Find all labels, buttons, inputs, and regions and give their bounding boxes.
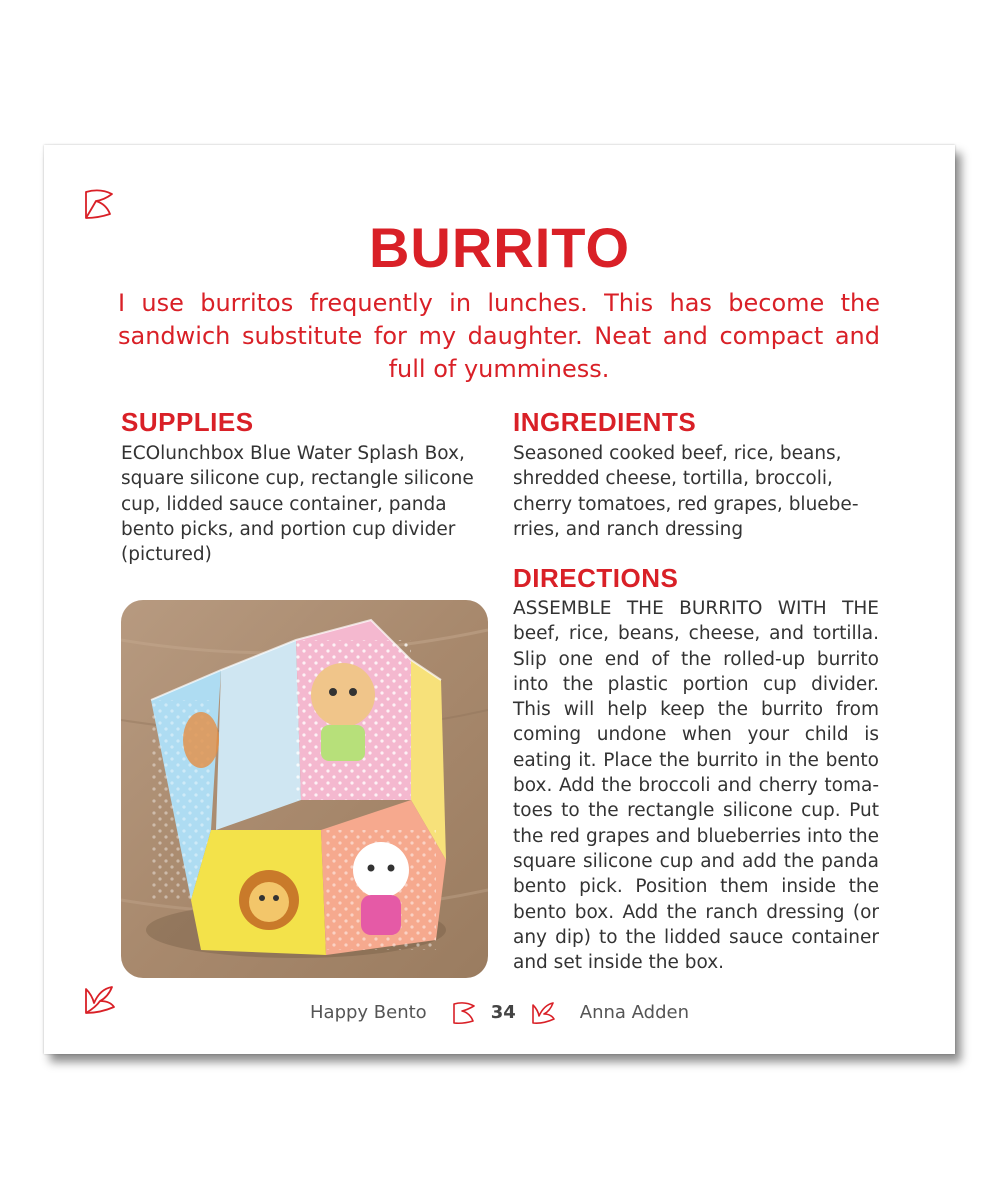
directions-text: ASSEMBLE THE BURRITO WITH THE beef, rice, beans, cheese, and tortilla. Slip one end of the rolled-up burrito into the plastic portion cup divider. This will help keep the burrito from coming undone when your child is eating it. Place the burrito in the bento box. Add the broccoli and cherry tomatoes to the rectangle silicone cup. Put the red grapes and blueberries into the square silicone cup and add the panda bento pick. Position them inside the bento box. Add the ranch dressing (or any dip) to the lidded sauce container and set inside the box.	[513, 598, 879, 974]
page-number: 34	[490, 1001, 516, 1023]
ingredients-heading: INGREDIENTS	[513, 407, 697, 437]
supplies-text: ECOlunchbox Blue Water Splash Box, square silicone cup, rectangle silicone cup, lidded sauce container, panda bento picks, and portion cup divider (pictured)	[121, 443, 474, 566]
supplies-heading: SUPPLIES	[121, 407, 254, 437]
recipe-intro: I use burritos frequently in lunches. This has become the sandwich substitute for my daughter. Neat and compact and full of yumminess.	[118, 289, 880, 383]
footer-author: Anna Adden	[579, 1001, 689, 1023]
page-footer	[44, 999, 955, 1025]
book-page	[44, 145, 955, 1054]
ingredients-text: Seasoned cooked beef, rice, beans, shredded cheese, tortilla, broccoli, cherry tomatoes, red grapes, blueberries, and ranch dressing	[513, 443, 859, 540]
portion-cup-photo	[121, 600, 488, 978]
leaf-footer-icon	[530, 999, 556, 1025]
footer-book-title: Happy Bento	[310, 1001, 427, 1023]
directions-heading: DIRECTIONS	[513, 563, 679, 593]
portion-cup-illustration	[121, 600, 488, 978]
leaf-footer-icon	[451, 999, 477, 1025]
recipe-title: BURRITO	[368, 216, 631, 279]
